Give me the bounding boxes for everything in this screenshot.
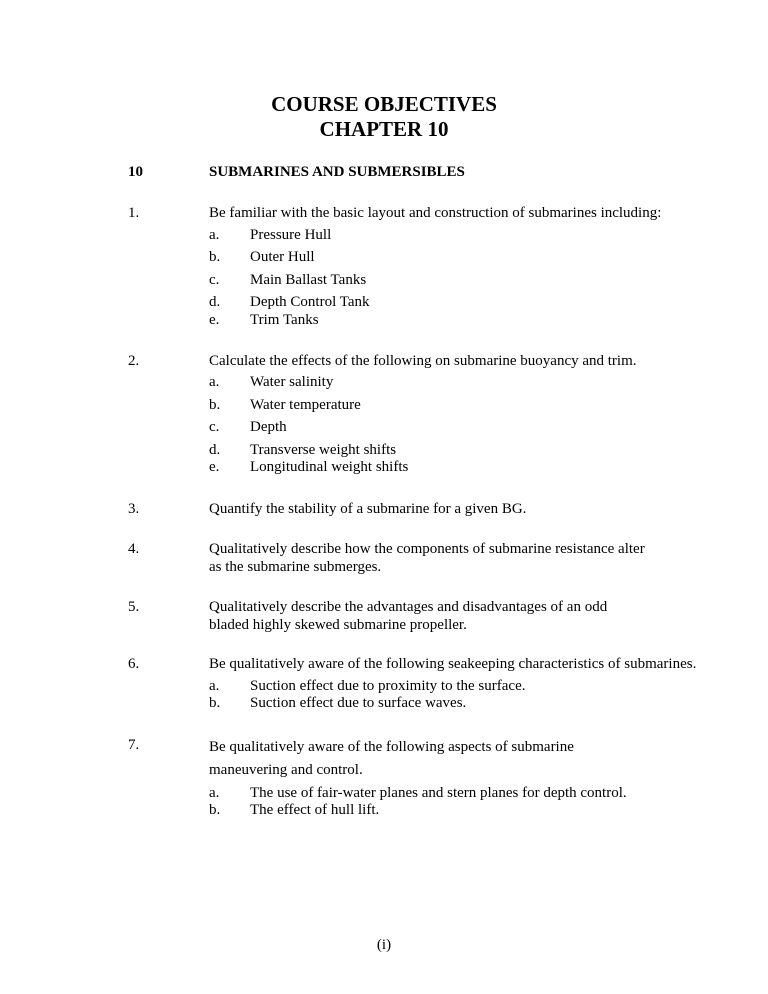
sub-item-text: Longitudinal weight shifts	[250, 459, 409, 475]
objective-text: Be qualitatively aware of the following seakeeping characteristics of submarines.	[209, 656, 697, 672]
sub-item-letter: b.	[209, 802, 221, 818]
chapter-title: CHAPTER 10	[319, 117, 449, 141]
sub-item-letter: e.	[209, 312, 220, 328]
sub-item-text: Suction effect due to surface waves.	[250, 695, 467, 711]
objective-text: Quantify the stability of a submarine for a given BG.	[209, 501, 527, 517]
page-title: COURSE OBJECTIVES	[271, 92, 497, 116]
objective-text: Calculate the effects of the following on submarine buoyancy and trim.	[209, 353, 637, 369]
objective-text: Qualitatively describe the advantages and disadvantages of an odd bladed highly skewed submarine propeller.	[209, 599, 608, 633]
sub-item-letter: a.	[209, 785, 220, 801]
sub-item-text: Water salinity	[250, 374, 334, 390]
sub-item-text: Pressure Hull	[250, 227, 332, 243]
objective-text: Be qualitatively aware of the following aspects of submarine maneuvering and control.	[209, 739, 574, 778]
objective-number: 5.	[128, 599, 140, 615]
sub-item-letter: b.	[209, 695, 221, 711]
sub-item-letter: b.	[209, 249, 221, 265]
section-number: 10	[128, 164, 143, 180]
sub-item-letter: d.	[209, 442, 221, 458]
sub-item-letter: a.	[209, 678, 220, 694]
sub-item-text: Water temperature	[250, 397, 361, 413]
sub-item-letter: c.	[209, 419, 220, 435]
objective-number: 7.	[128, 737, 140, 753]
sub-item-letter: a.	[209, 227, 220, 243]
sub-item-text: Main Ballast Tanks	[250, 272, 367, 288]
sub-item-letter: e.	[209, 459, 220, 475]
section-heading: SUBMARINES AND SUBMERSIBLES	[209, 164, 465, 180]
sub-item-text: The effect of hull lift.	[250, 802, 380, 818]
sub-item-letter: c.	[209, 272, 220, 288]
sub-item-letter: d.	[209, 294, 221, 310]
sub-item-letter: b.	[209, 397, 221, 413]
sub-item-text: Suction effect due to proximity to the surface.	[250, 678, 526, 694]
objective-number: 4.	[128, 541, 140, 557]
objective-text: Be familiar with the basic layout and construction of submarines including:	[209, 205, 662, 221]
objective-number: 3.	[128, 501, 140, 517]
sub-item-text: The use of fair-water planes and stern planes for depth control.	[250, 785, 627, 801]
objective-number: 6.	[128, 656, 140, 672]
page-number: (i)	[376, 937, 392, 953]
sub-item-text: Depth Control Tank	[250, 294, 370, 310]
objective-number: 1.	[128, 205, 140, 221]
sub-item-text: Transverse weight shifts	[250, 442, 397, 458]
sub-item-text: Trim Tanks	[250, 312, 319, 328]
objective-text: Qualitatively describe how the components of submarine resistance alter as the submarine submerges.	[209, 541, 645, 575]
sub-item-letter: a.	[209, 374, 220, 390]
sub-item-text: Outer Hull	[250, 249, 315, 265]
sub-item-text: Depth	[250, 419, 287, 435]
objective-number: 2.	[128, 353, 140, 369]
